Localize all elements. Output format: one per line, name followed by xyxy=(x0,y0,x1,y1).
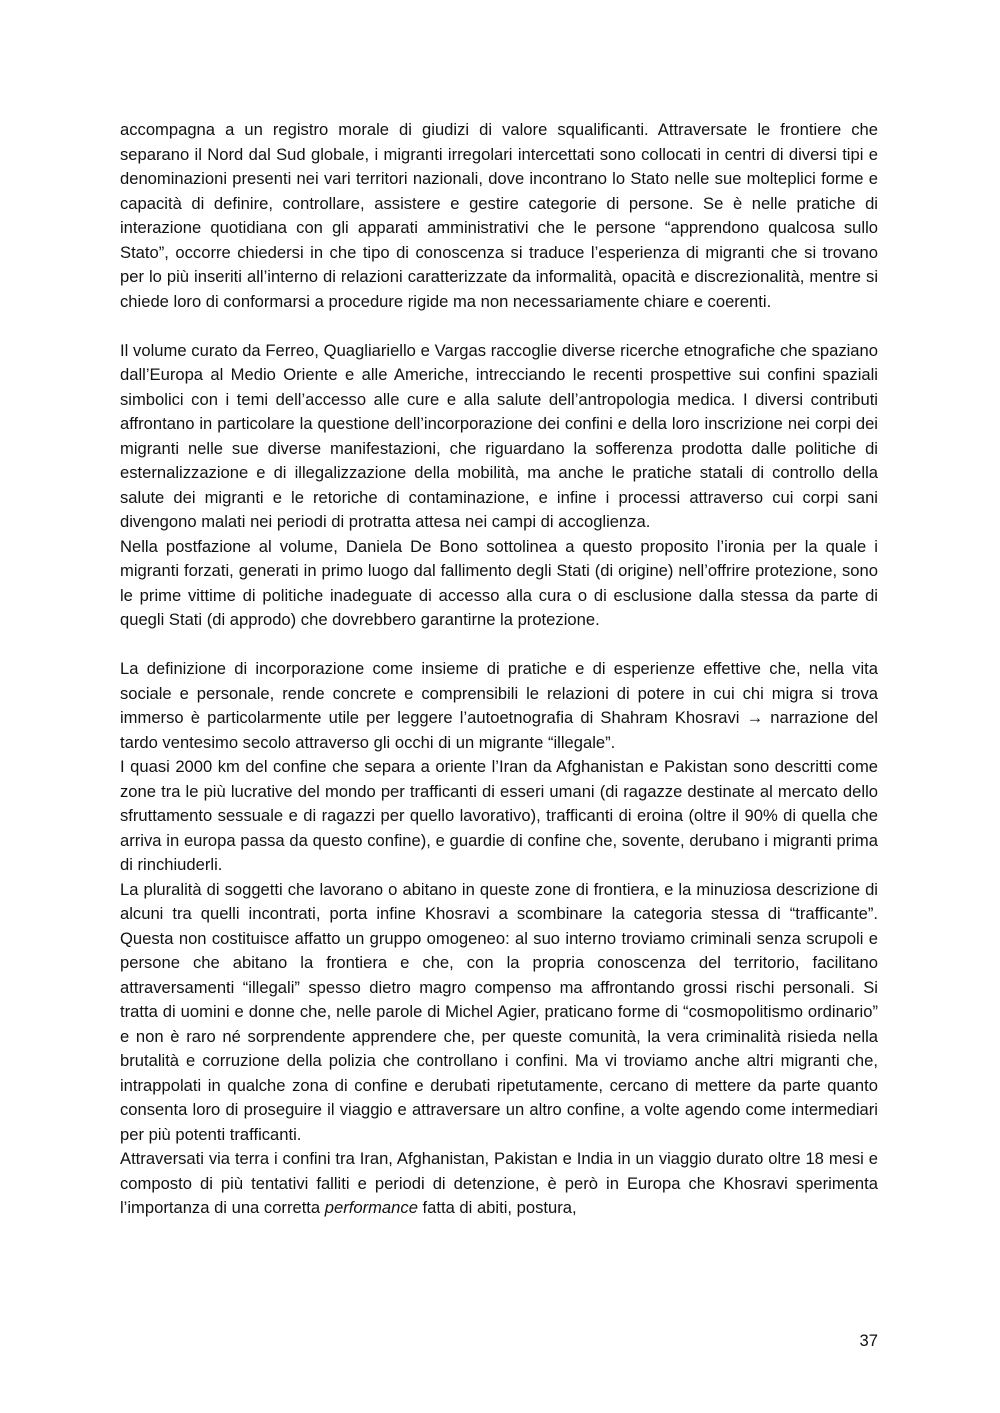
paragraph-traffickers: La pluralità di soggetti che lavorano o abitano in queste zone di frontiera, e la minuziosa descrizione di alcuni tra quelli incontrati, porta infine Khosravi a scombinare la categoria stessa di “trafficante”. Questa non costituisce affatto un gruppo omogeneo: al suo interno troviamo criminali senza scrupoli e persone che abitano la frontiera e che, con la propria conoscenza del territorio, facilitano attraversamenti “illegali” spesso dietro magro compenso ma affrontando grossi rischi personali. Si tratta di uomini e donne che, nelle parole di Michel Agier, praticano forme di “cosmopolitismo ordinario” e non è raro né sorprendente apprendere che, per queste comunità, la vera criminalità risieda nella brutalità e corruzione della polizia che controllano i confini. Ma vi troviamo anche altri migranti che, intrappolati in qualche zona di confine e derubati ripetutamente, cercano di mettere da parte quanto consenta loro di proseguire il viaggio e attraversare un altro confine, a volte agendo come intermediari per più potenti trafficanti. xyxy=(120,879,878,1144)
journey-text-after: fatta di abiti, postura, xyxy=(417,1198,577,1217)
paragraph-state-centres: accompagna a un registro morale di giudizi di valore squalificanti. Attraversate le frontiere che separano il Nord dal Sud globale, i migranti irregolari intercettati sono collocati in centri di diversi tipi e denominazioni presenti nei vari territori nazionali, dove incontrano lo Stato nelle sue molteplici forme e capacità di definire, controllare, assistere e gestire categorie di persone. Se è nelle pratiche di interazione quotidiana con gli apparati amministrativi che le persone “apprendono qualcosa sullo Stato”, occorre chiedersi in che tipo di conoscenza si traduce l’esperienza di migranti che si trovano per lo più inseriti all’interno di relazioni caratterizzate da informalità, opacità e discrezionalità, mentre si chiede loro di conformarsi a procedure rigide ma non necessariamente chiare e coerenti. xyxy=(120,120,878,311)
journey-text-before: Attraversati via terra i confini tra Iran, Afghanistan, Pakistan e India in un viaggio durato oltre 18 mesi e composto di più tentativi falliti e periodi di detenzione, è però in Europa che Khosravi sperimenta l’importanza di una corretta xyxy=(120,1149,878,1217)
page-number: 37 xyxy=(859,1331,878,1350)
paragraph-journey xyxy=(120,1147,878,1221)
body-text xyxy=(120,118,878,1221)
paragraph-postface: Nella postfazione al volume, Daniela De Bono sottolinea a questo proposito l’ironia per la quale i migranti forzati, generati in primo luogo dal fallimento degli Stati (di origine) nell’offrire protezione, sono le prime vittime di politiche inadeguate di accesso alla cura o di esclusione dalla stessa da parte di quegli Stati (di approdo) che dovrebbero garantirne la protezione. xyxy=(120,536,878,629)
journey-emphasis: performance xyxy=(324,1198,418,1217)
paragraph-iran-border: I quasi 2000 km del confine che separa a oriente l’Iran da Afghanistan e Pakistan sono descritti come zone tra le più lucrative del mondo per trafficanti di esseri umani (di ragazze destinate al mercato dello sfruttamento sessuale e di ragazzi per quello lavorativo), trafficanti di eroina (oltre il 90% di quella che arriva in europa passa da questo confine), e guardie di confine che, sovente, derubano i migranti prima di rinchiuderli. xyxy=(120,757,878,874)
paragraph-volume-review: Il volume curato da Ferreo, Quagliariello e Vargas raccoglie diverse ricerche etnografiche che spaziano dall’Europa al Medio Oriente e alle Americhe, intrecciando le recenti prospettive sui confini spaziali simbolici con i temi dell’accesso alle cure e alla salute dell’antropologia medica. I diversi contributi affrontano in particolare la questione dell’incorporazione dei confini e della loro inscrizione nei corpi dei migranti nelle sue diverse manifestazioni, che riguardano la sofferenza prodotta dalle politiche di esternalizzazione e di illegalizzazione della mobilità, ma anche le pratiche statali di controllo della salute dei migranti e le retoriche di contaminazione, e infine i processi attraverso cui corpi sani divengono malati nei periodi di protratta attesa nei campi di accoglienza. xyxy=(120,340,878,531)
paragraph-incorporation: La definizione di incorporazione come insieme di pratiche e di esperienze effettive che, nella vita sociale e personale, rende concrete e comprensibili le relazioni di potere in cui chi migra si trova immerso è particolarmente utile per leggere l’autoetnografia di Shahram Khosravi → narrazione del tardo ventesimo secolo attraverso gli occhi di un migrante “illegale”. xyxy=(120,659,878,752)
